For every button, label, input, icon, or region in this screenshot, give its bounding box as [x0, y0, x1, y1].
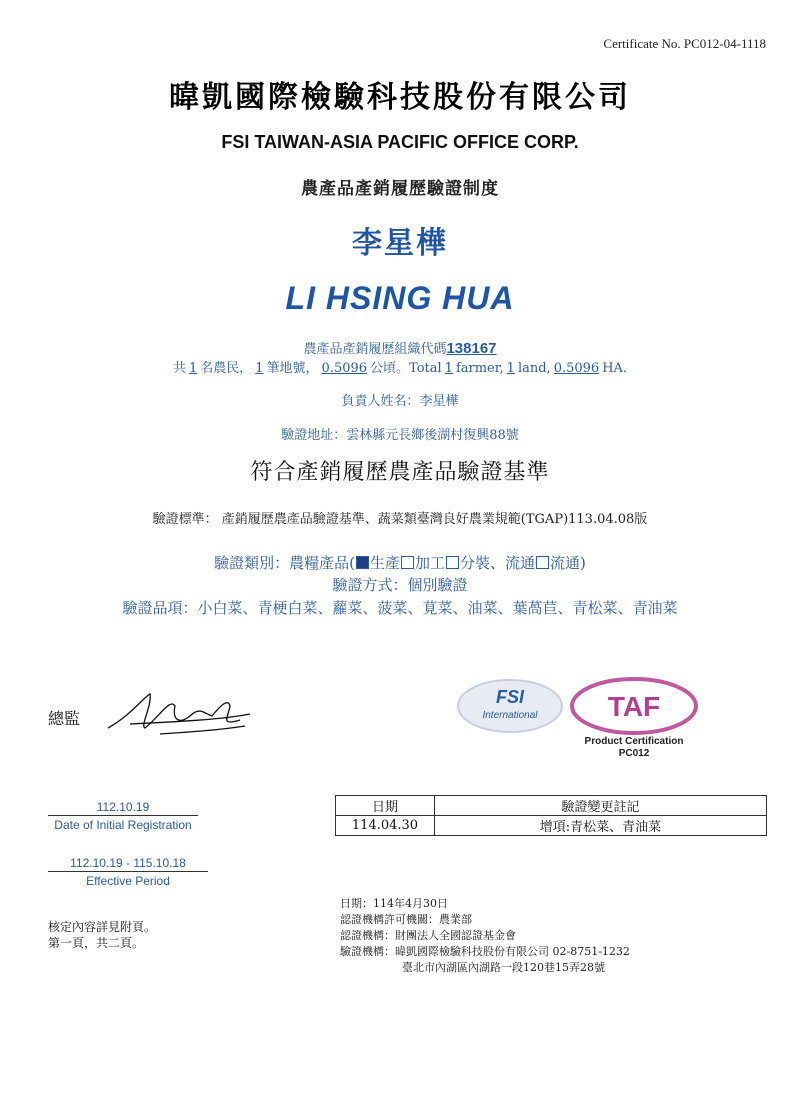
certified-address: 驗證地址：雲林縣元長鄉後湖村復興88號 — [281, 428, 519, 443]
certification-body: 驗證機構：暐凱國際檢驗科技股份有限公司 02-8751-1232 — [340, 945, 630, 958]
issuer-name-en: FSI TAIWAN-ASIA PACIFIC OFFICE CORP. — [221, 132, 579, 152]
farmer-count: 1 — [188, 361, 198, 376]
table-header-row — [336, 796, 767, 816]
note-page-count: 第一頁，共二頁。 — [48, 936, 145, 950]
totals-text: land, — [517, 361, 551, 376]
note-details-attached: 核定內容詳見附頁。 — [48, 920, 157, 934]
table-cell-note: 增項:青松菜、青油菜 — [435, 816, 767, 836]
totals-text: 公頃。Total — [370, 361, 442, 376]
area-value: 0.5096 — [321, 361, 368, 376]
totals-text: HA. — [602, 361, 628, 376]
farmer-count-en: 1 — [444, 361, 453, 376]
category-suffix: ) — [580, 554, 586, 572]
certified-items: 驗證品項：小白菜、青梗白菜、蘿菜、菠菜、莧菜、油菜、葉萵苣、青松菜、青油菜 — [122, 599, 678, 617]
category-option-processing: 加工 — [414, 554, 445, 572]
fsi-logo-text: FSI — [495, 687, 525, 707]
initial-registration-label: Date of Initial Registration — [54, 818, 192, 832]
effective-period-label: Effective Period — [86, 874, 170, 888]
totals-line — [0, 357, 800, 376]
checkbox-checked-icon — [356, 556, 369, 569]
checkbox-empty-icon — [401, 556, 414, 569]
checkbox-empty-icon — [446, 556, 459, 569]
taf-logo-icon — [568, 676, 700, 736]
accreditation-authority: 認證機構許可機關：農業部 — [340, 913, 472, 926]
area-value-en: 0.5096 — [553, 361, 600, 376]
standard-title: 符合產銷履歷農產品驗證基準 — [250, 460, 550, 485]
certification-standard: 驗證標準： 產銷履歷農產品驗證基準、蔬菜類臺灣良好農業規範(TGAP)113.04.08版 — [152, 512, 648, 527]
category-prefix: 驗證類別：農糧產品( — [214, 554, 355, 572]
signature-label: 總監 — [48, 709, 81, 728]
table-cell-date: 114.04.30 — [336, 816, 435, 836]
totals-text: 筆地號， — [266, 361, 319, 376]
accreditation-body: 認證機構：財團法人全國認證基金會 — [340, 929, 516, 942]
table-row — [336, 816, 767, 836]
organization-code — [0, 338, 800, 357]
category-option-production: 生產 — [369, 554, 400, 572]
certification-body-address: 臺北市內湖區內湖路一段120巷15弄28號 — [402, 961, 605, 974]
org-code-value: 138167 — [446, 340, 497, 357]
category-option-distribution: 流通 — [550, 554, 581, 572]
holder-name-en: LI HSING HUA — [285, 280, 515, 316]
totals-text: farmer, — [455, 361, 504, 376]
holder-name-zh: 李星樺 — [352, 226, 448, 261]
issue-date: 日期：114年4月30日 — [340, 897, 448, 910]
issuer-name-zh: 暐凱國際檢驗科技股份有限公司 — [169, 80, 631, 115]
totals-text: 名農民， — [200, 361, 253, 376]
certification-scheme: 農產品產銷履歷驗證制度 — [301, 179, 499, 199]
certification-method: 驗證方式：個別驗證 — [332, 576, 468, 594]
category-option-packaging: 分裝、流通 — [460, 554, 536, 572]
table-header-note: 驗證變更註記 — [435, 796, 767, 816]
land-count-en: 1 — [506, 361, 515, 376]
table-header-date: 日期 — [336, 796, 435, 816]
totals-text: 共 — [172, 361, 186, 376]
land-count: 1 — [255, 361, 264, 376]
taf-caption-product-certification: Product Certification — [584, 736, 684, 747]
initial-registration-date: 112.10.19 — [48, 800, 198, 816]
fsi-logo-icon — [455, 676, 565, 736]
signature-icon — [100, 676, 260, 746]
taf-logo-text: TAF — [607, 691, 661, 722]
certificate-number: Certificate No. PC012-04-1118 — [603, 36, 766, 51]
certification-category — [0, 552, 800, 573]
org-code-label: 農產品產銷履歷組織代碼 — [303, 342, 447, 357]
taf-caption-code: PC012 — [618, 748, 650, 759]
checkbox-empty-icon — [536, 556, 549, 569]
fsi-logo-subtext: International — [482, 710, 538, 721]
change-record-table — [335, 795, 767, 836]
effective-period-dates: 112.10.19 - 115.10.18 — [48, 856, 208, 872]
manager-name: 負責人姓名：李星樺 — [341, 394, 459, 409]
